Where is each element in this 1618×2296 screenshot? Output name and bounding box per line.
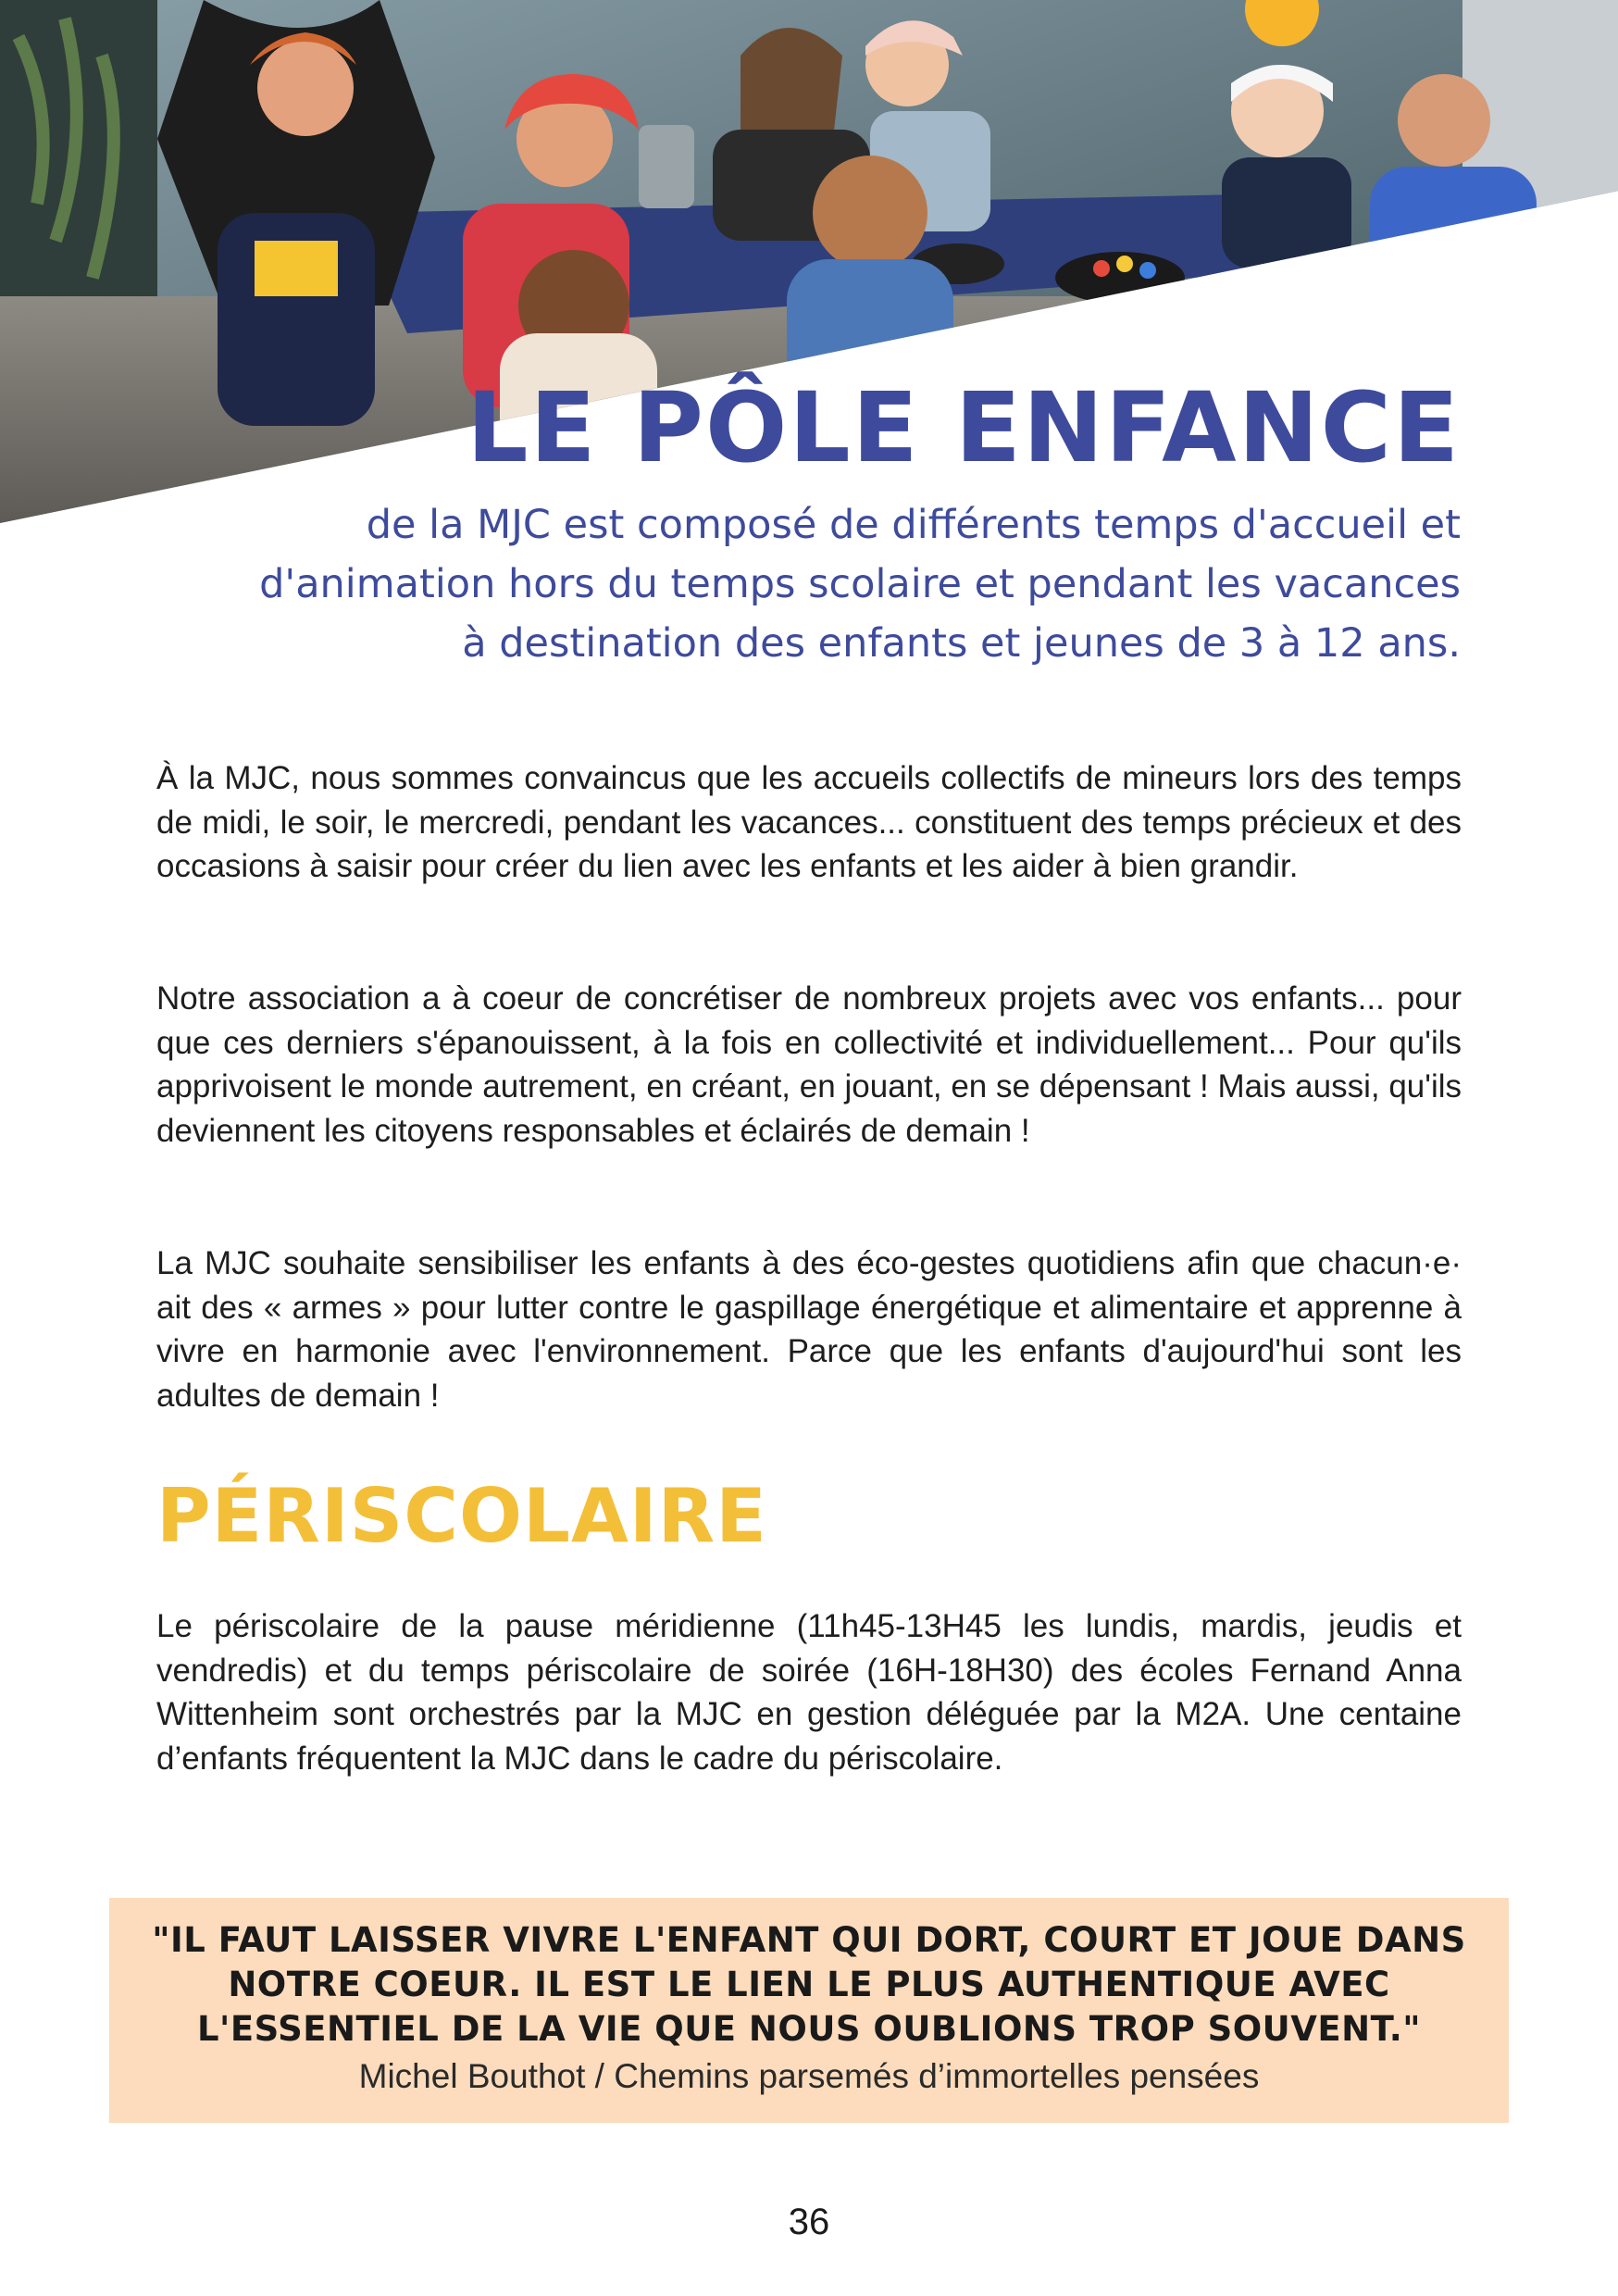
- quote-box: [109, 1898, 1509, 2123]
- quote-text: "IL FAUT LAISSER VIVRE L'ENFANT QUI DORT, COURT ET JOUE DANS NOTRE COEUR. IL EST LE LIEN LE PLUS AUTHENTIQUE AVEC L'ESSENTIEL DE LA VIE QUE NOUS OUBLIONS TROP SOUVENT.": [152, 1920, 1466, 2049]
- subtitle-line: de la MJC est composé de différents temps d'accueil et: [366, 502, 1461, 548]
- subtitle-line: à destination des enfants et jeunes de 3 à 12 ans.: [462, 620, 1461, 667]
- subtitle-line: d'animation hors du temps scolaire et pendant les vacances: [259, 561, 1461, 607]
- page-number: 36: [788, 2202, 830, 2242]
- page-subtitle: [165, 495, 1461, 673]
- intro-paragraph: À la MJC, nous sommes convaincus que les accueils collectifs de mineurs lors des temps de midi, le soir, le mercredi, pendant les vacances... constituent des temps précieux et des occasions à saisir pour créer du lien avec les enfants et les aider à bien grandir.: [156, 760, 1462, 884]
- section-title-periscolaire: PÉRISCOLAIRE: [156, 1473, 767, 1559]
- eco-gestures-paragraph: La MJC souhaite sensibiliser les enfants à des éco-gestes quotidiens afin que chacun·e· ait des « armes » pour lutter contre le gaspillage énergétique et alimentaire et apprenne à vivre en harmonie avec l'environnement. Parce que les enfants d'aujourd'hui sont les adultes de demain !: [156, 1245, 1462, 1414]
- page-title: LE PÔLE ENFANCE: [467, 371, 1461, 484]
- association-paragraph: Notre association a à coeur de concrétiser de nombreux projets avec vos enfants... pour que ces derniers s'épanouissent, à la fois en collectivité et individuellement... Pour qu'ils apprivoisent le monde autrement, en créant, en jouant, en se dépensant ! Mais aussi, qu'ils deviennent les citoyens responsables et éclairés de demain !: [156, 980, 1462, 1149]
- quote-author: Michel Bouthot / Chemins parsemés d’immortelles pensées: [358, 2057, 1260, 2095]
- periscolaire-paragraph: Le périscolaire de la pause méridienne (11h45-13H45 les lundis, mardis, jeudis et vendredis) et du temps périscolaire de soirée (16H-18H30) des écoles Fernand Anna Wittenheim sont orchestrés par la MJC en gestion déléguée par la M2A. Une centaine d’enfants fréquentent la MJC dans le cadre du périscolaire.: [156, 1608, 1462, 1777]
